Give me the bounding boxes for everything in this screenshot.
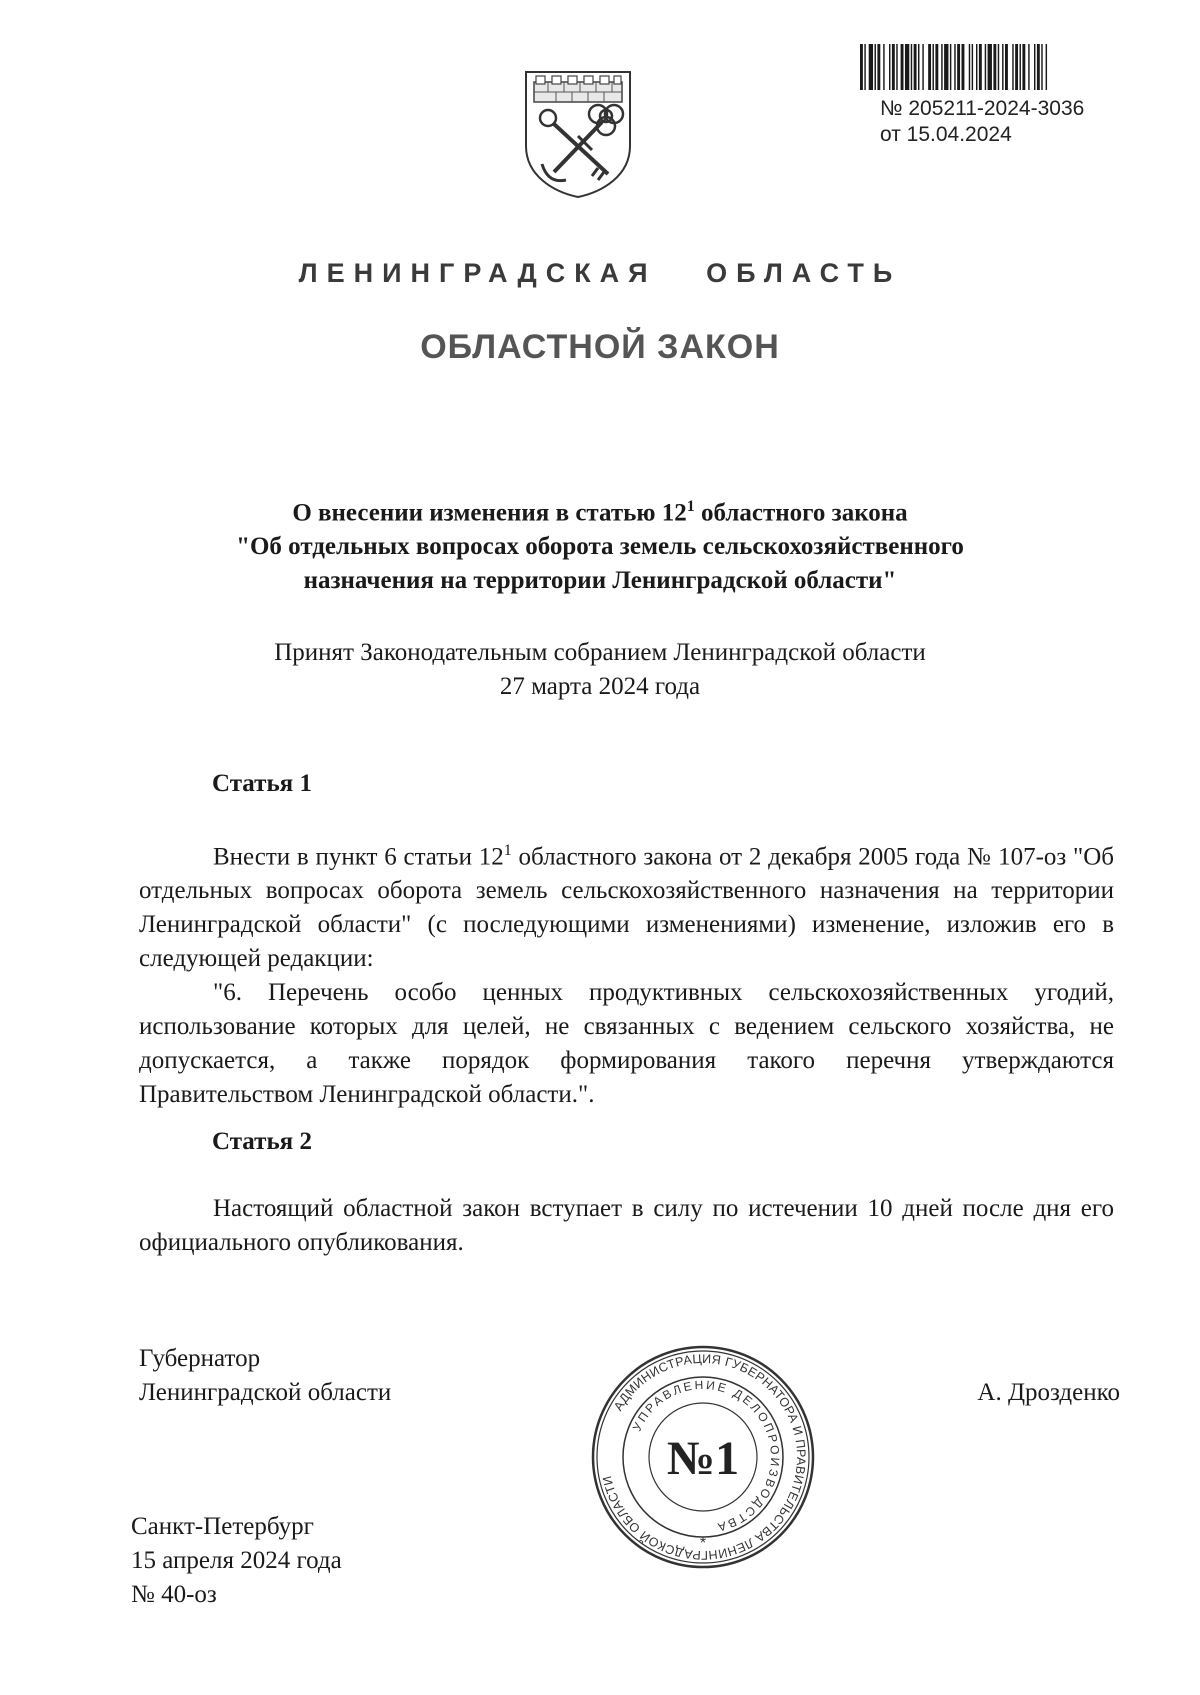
document-type: ОБЛАСТНОЙ ЗАКОН xyxy=(420,328,780,366)
article-1-p1-start: Внести в пункт 6 статьи 12 xyxy=(213,843,504,871)
article-1-superscript: 1 xyxy=(503,842,512,859)
barcode-bar xyxy=(941,44,942,90)
title-line-3: назначения на территории Ленинградской области" xyxy=(303,567,897,595)
official-stamp xyxy=(588,1342,818,1572)
barcode-bar xyxy=(1037,44,1040,90)
barcode-bar xyxy=(972,44,973,90)
stamp-outer-text: АДМИНИСТРАЦИЯ ГУБЕРНАТОРА И ПРАВИТЕЛЬСТВА ЛЕНИНГРАДСКОЙ ОБЛАСТИ xyxy=(599,1351,809,1563)
barcode-bar xyxy=(922,44,923,90)
barcode-bar xyxy=(954,44,955,90)
barcode-bar xyxy=(993,44,996,90)
adoption-date: 27 марта 2024 года xyxy=(499,673,701,700)
barcode-bar xyxy=(1015,44,1018,90)
adoption-note xyxy=(130,636,1070,704)
barcode-bar xyxy=(889,44,890,90)
barcode-bar xyxy=(976,44,977,90)
title-line-1: О внесении изменения в статью 12 xyxy=(292,499,687,527)
stamp-center-number: №1 xyxy=(666,1432,740,1485)
barcode-bar xyxy=(875,44,876,90)
signatory-position xyxy=(139,1342,391,1410)
barcode-bar xyxy=(957,44,960,90)
barcode-bar xyxy=(969,44,970,90)
title-line-1-end: областного закона xyxy=(694,499,908,527)
stamp-inner-text: УПРАВЛЕНИЕ ДЕЛОПРОИЗВОДСТВА xyxy=(629,1377,783,1535)
barcode-bar xyxy=(988,44,992,90)
barcode-bar xyxy=(1002,44,1003,90)
barcode-bar xyxy=(877,44,880,90)
barcode-bar xyxy=(901,44,904,90)
place-date-block xyxy=(131,1510,342,1612)
coat-of-arms-icon xyxy=(522,68,634,200)
law-number: № 40-оз xyxy=(131,1581,217,1608)
barcode-bar xyxy=(935,44,938,90)
barcode-bar xyxy=(911,44,912,90)
barcode-bar xyxy=(883,44,884,90)
barcode-bar xyxy=(944,44,948,90)
barcode-bar xyxy=(892,44,895,90)
barcode-bar xyxy=(928,44,931,90)
region-name: ЛЕНИНГРАДСКАЯ ОБЛАСТЬ xyxy=(298,258,902,288)
signing-date: 15 апреля 2024 года xyxy=(131,1547,342,1574)
registration-number: № 205211-2024-3036 xyxy=(880,97,1085,120)
article-2-body xyxy=(139,1192,1114,1260)
stamp-star: * xyxy=(699,1535,707,1552)
article-2-heading: Статья 2 xyxy=(212,1128,312,1155)
article-1-paragraph-1 xyxy=(139,834,1114,976)
barcode-bar xyxy=(1041,44,1042,90)
barcode-bar xyxy=(979,44,982,90)
article-1-heading: Статья 1 xyxy=(212,770,312,797)
article-1-paragraph-2: "6. Перечень особо ценных продуктивных сельскохозяйственных угодий, использование которых для целей, не связанных с ведением сельского хозяйства, не допускается, а также порядок формирования такого перечня утверждаются Правительством Ленинградской области.". xyxy=(139,979,1114,1109)
barcode-bar xyxy=(998,44,999,90)
barcode-bar xyxy=(896,44,897,90)
barcode-bar xyxy=(869,44,873,90)
barcode-bar xyxy=(1028,44,1029,90)
signatory-position-line-1: Губернатор xyxy=(139,1345,261,1372)
barcode-bar xyxy=(950,44,951,90)
article-2-paragraph-1: Настоящий областной закон вступает в силу по истечении 10 дней после дня его официального опубликования. xyxy=(139,1195,1114,1256)
article-1-p1-end: областного закона от 2 декабря 2005 года № 107-оз "Об отдельных вопросах оборота земель сельскохозяйственного назначения на территории Ленинградской области" (с последующими изменениями) изменение, изложив его в следующей редакции: xyxy=(139,843,1114,973)
barcode-bar xyxy=(1005,44,1008,90)
barcode-bar xyxy=(905,44,909,90)
barcode-bar xyxy=(914,44,917,90)
barcode-bar xyxy=(1046,44,1047,90)
signatory-position-line-2: Ленинградской области xyxy=(139,1379,392,1406)
registration-date: от 15.04.2024 xyxy=(880,123,1012,146)
barcode-bar xyxy=(933,44,934,90)
barcode-bar xyxy=(1022,44,1025,90)
title-line-2: "Об отдельных вопросах оборота земель сельскохозяйственного xyxy=(236,533,964,561)
barcode-bar xyxy=(1020,44,1021,90)
barcode xyxy=(860,44,1122,90)
barcode-bar xyxy=(864,44,865,90)
law-title xyxy=(130,490,1070,598)
article-1-body xyxy=(139,834,1114,1112)
signatory-name: А. Дрозденко xyxy=(977,1379,1120,1406)
adoption-line-1: Принят Законодательным собранием Ленинградской области xyxy=(274,639,926,666)
barcode-bar xyxy=(1012,44,1013,90)
title-superscript: 1 xyxy=(686,498,695,515)
barcode-bar xyxy=(985,44,986,90)
barcode-bar xyxy=(1034,44,1035,90)
signing-place: Санкт-Петербург xyxy=(131,1513,314,1540)
barcode-bar xyxy=(860,44,863,90)
barcode-bar xyxy=(918,44,919,90)
barcode-bar xyxy=(962,44,965,90)
